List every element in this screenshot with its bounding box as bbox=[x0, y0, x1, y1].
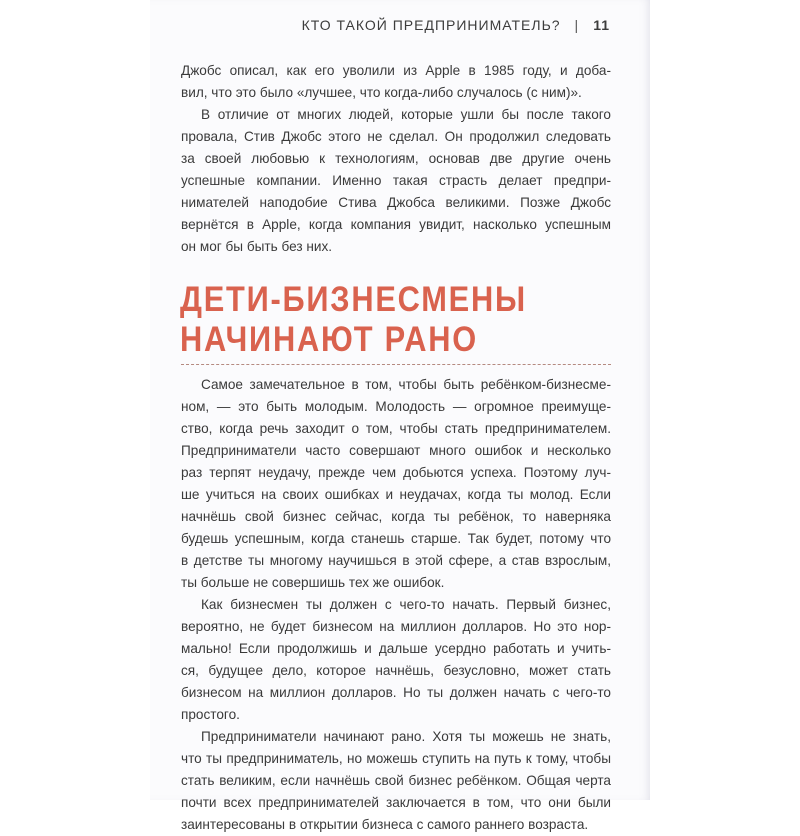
text-line: он мог бы быть без них. bbox=[181, 239, 333, 254]
text-line: ше учиться на своих ошибках и неудачах, когда ты молод. Если bbox=[181, 487, 611, 502]
text-line: стать великим, если начнёшь свой бизнес ребёнком. Общая черта bbox=[181, 773, 611, 788]
heading-divider bbox=[181, 364, 611, 365]
text-line: в детстве ты многому научишься в этой сфере, а став взрослым, bbox=[181, 553, 611, 568]
text-line: нимателей наподобие Стива Джобса великими. Позже Джобс bbox=[181, 195, 611, 210]
text-line: за своей любовью к технологиям, основав две другие очень bbox=[181, 151, 611, 166]
text-line: вил, что это было «лучшее, что когда-либо случалось (с ним)». bbox=[181, 85, 582, 100]
text-line: ты больше не совершишь тех же ошибок. bbox=[181, 575, 445, 590]
text-line: простого. bbox=[181, 707, 240, 722]
chapter-title: КТО ТАКОЙ ПРЕДПРИНИМАТЕЛЬ? bbox=[301, 17, 561, 33]
section-heading-line-2: НАЧИНАЮТ РАНО bbox=[180, 320, 478, 359]
page-number: 11 bbox=[593, 17, 610, 33]
text-line: бизнесом на миллион долларов. Но ты должен начать с чего-то bbox=[181, 685, 611, 700]
text-line: Самое замечательное в том, чтобы быть ребёнком-бизнесме- bbox=[201, 377, 611, 392]
text-line: заинтересованы в открытии бизнеса с самого раннего возраста. bbox=[181, 817, 589, 832]
text-line: раз терпят неудачу, прежде чем добьются успеха. Поэтому луч- bbox=[181, 465, 611, 480]
text-line: мально! Если продолжишь и дальше усердно работать и учить- bbox=[181, 641, 611, 656]
text-line: вероятно, не будет бизнесом на миллион долларов. Но это нор- bbox=[181, 619, 611, 634]
text-line: Как бизнесмен ты должен с чего-то начать. Первый бизнес, bbox=[201, 597, 611, 612]
text-line: ном, — это быть молодым. Молодость — огромное преимуще- bbox=[181, 399, 611, 414]
text-line: почти всех предпринимателей заключается в том, что они были bbox=[181, 795, 611, 810]
text-line: провала, Стив Джобс этого не сделал. Он продолжил следовать bbox=[181, 129, 611, 144]
header-separator: | bbox=[574, 17, 580, 33]
text-line: ся, будущее дело, которое начнёшь, безусловно, может стать bbox=[181, 663, 611, 678]
text-line: успешные компании. Именно такая страсть делает предпри- bbox=[181, 173, 611, 188]
text-line: Джобс описал, как его уволили из Apple в 1985 году, и доба- bbox=[181, 63, 611, 78]
text-line: что ты предприниматель, но можешь ступить на путь к тому, чтобы bbox=[181, 751, 611, 766]
text-line: вернётся в Apple, когда компания увидит, насколько успешным bbox=[181, 217, 611, 232]
text-line: начнёшь свой бизнес сейчас, когда ты ребёнок, то наверняка bbox=[181, 509, 611, 524]
running-header bbox=[300, 17, 610, 33]
text-line: будешь успешным, когда станешь старше. Так будет, потому что bbox=[181, 531, 611, 546]
text-line: ство, когда речь заходит о том, чтобы стать предпринимателем. bbox=[181, 421, 611, 436]
text-line: В отличие от многих людей, которые ушли бы после такого bbox=[201, 107, 611, 122]
text-line: Предприниматели начинают рано. Хотя ты можешь не знать, bbox=[201, 729, 611, 744]
section-heading-line-1: ДЕТИ-БИЗНЕСМЕНЫ bbox=[180, 280, 527, 319]
text-line: Предприниматели часто совершают много ошибок и несколько bbox=[181, 443, 611, 458]
